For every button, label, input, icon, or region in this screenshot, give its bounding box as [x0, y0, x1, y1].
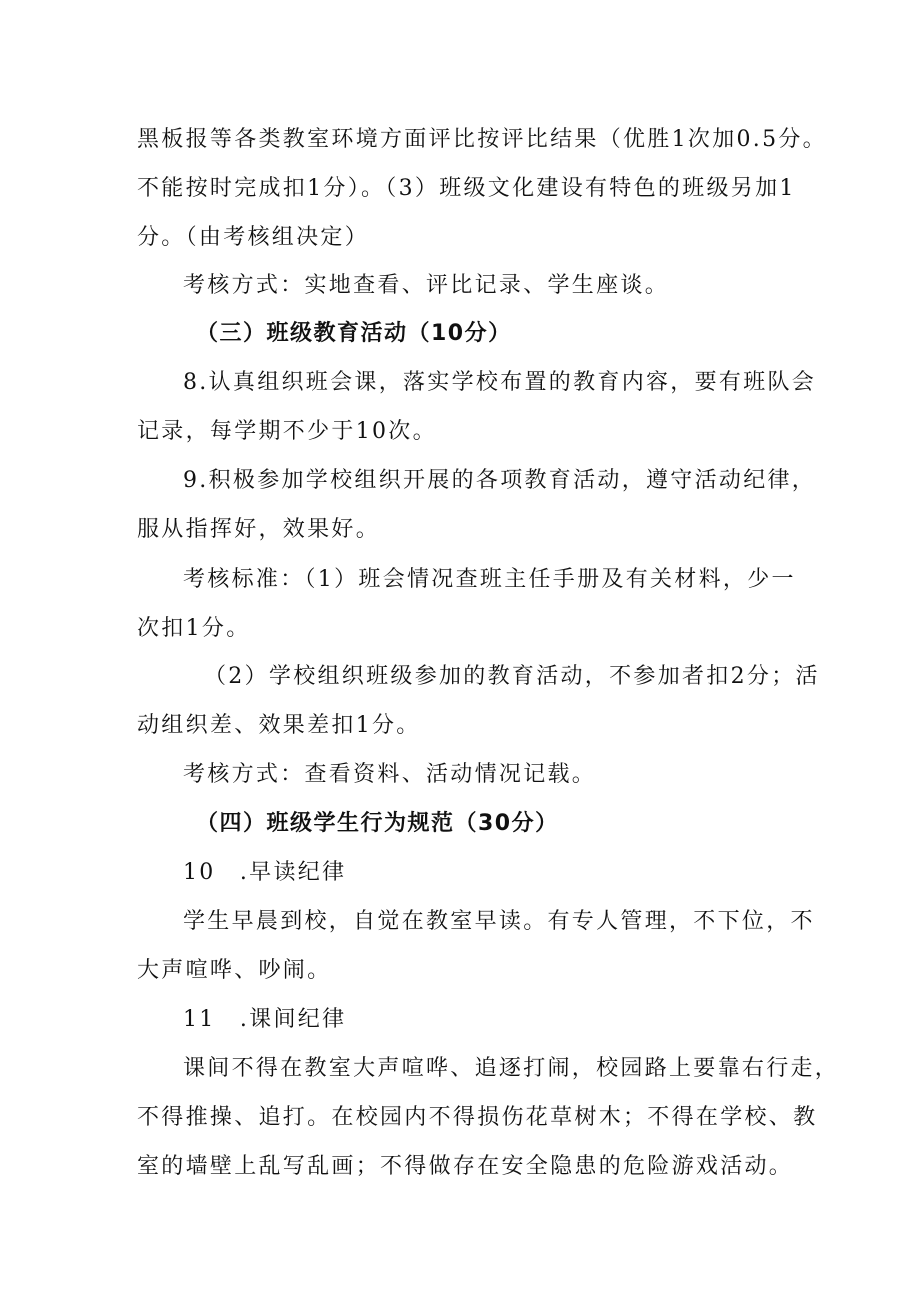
paragraph-line: 学生早晨到校，自觉在教室早读。有专人管理，不下位，不: [183, 909, 815, 934]
paragraph-line: 次扣1分。: [137, 616, 251, 641]
paragraph-line: 室的墙壁上乱写乱画；不得做存在安全隐患的危险游戏活动。: [137, 1154, 794, 1179]
section-heading: （三）班级教育活动（10分）: [196, 321, 512, 346]
paragraph-line: 不能按时完成扣1分）。（3）班级文化建设有特色的班级另加1: [137, 176, 796, 201]
paragraph-line: 10 .早读纪律: [183, 860, 347, 885]
section-heading: （四）班级学生行为规范（30分）: [196, 811, 559, 836]
paragraph-line: 考核标准：（1）班会情况查班主任手册及有关材料，少一: [183, 567, 796, 592]
paragraph-line: 11 .课间纪律: [183, 1007, 347, 1032]
paragraph-line: 大声喧哗、吵闹。: [137, 958, 332, 983]
paragraph-line: 黑板报等各类教室环境方面评比按评比结果（优胜1次加0.5分。: [137, 127, 827, 152]
paragraph-line: 考核方式：实地查看、评比记录、学生座谈。: [183, 273, 670, 298]
paragraph-line: 考核方式：查看资料、活动情况记载。: [183, 762, 597, 787]
paragraph-line: 8.认真组织班会课，落实学校布置的教育内容，要有班队会: [183, 370, 817, 395]
paragraph-line: 动组织差、效果差扣1分。: [137, 713, 421, 738]
paragraph-line: 9.积极参加学校组织开展的各项教育活动，遵守活动纪律，: [183, 468, 817, 493]
paragraph-line: （2）学校组织班级参加的教育活动，不参加者扣2分；活: [204, 664, 820, 689]
paragraph-line: 课间不得在教室大声喧哗、追逐打闹，校园路上要靠右行走，: [183, 1056, 840, 1081]
paragraph-line: 记录，每学期不少于10次。: [137, 419, 437, 444]
paragraph-line: 分。（由考核组决定）: [137, 225, 370, 250]
paragraph-line: 服从指挥好，效果好。: [137, 517, 381, 542]
paragraph-line: 不得推操、追打。在校园内不得损伤花草树木；不得在学校、教: [137, 1105, 818, 1130]
